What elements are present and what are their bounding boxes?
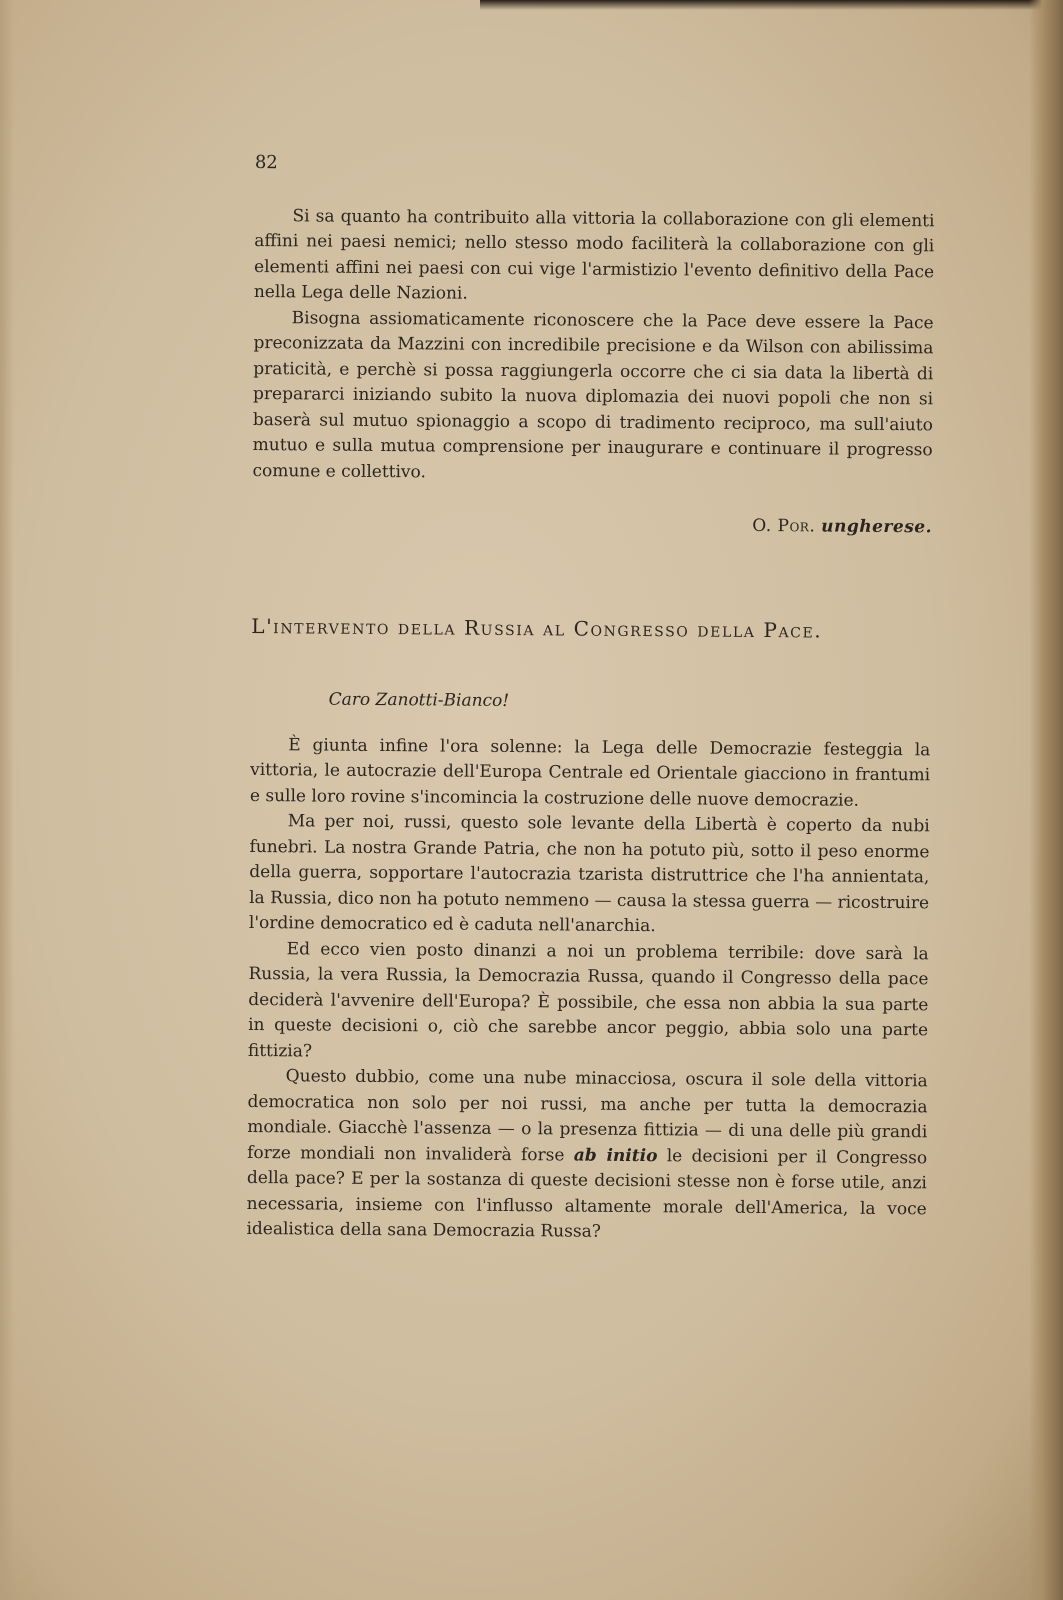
paragraph-4 bbox=[246, 1064, 927, 1248]
paragraph-prev-1: Si sa quanto ha contribuito alla vittoria la collaborazione con gli elementi affini nei paesi nemici; nello stesso modo faciliterà la collaborazione con gli elementi affini nei paesi con cui vige l'armistizio l'evento definitivo della Pace nella Lega delle Nazioni. bbox=[253, 205, 935, 304]
paragraph-3: Ed ecco vien posto dinanzi a noi un problema terribile: dove sarà la Russia, la vera Russia, la Democrazia Russa, quando il Congresso della pace deciderà l'avvenire dell'Europa? È possibile, che essa non abbia la sua parte in queste decisioni o, ciò che sarebbe ancor peggio, abbia solo una parte fittizia? bbox=[247, 938, 929, 1061]
letter-salutation: Caro Zanotti-Bianco! bbox=[328, 689, 510, 712]
paragraph-4-text-a: Questo dubbio, come una nube minacciosa, oscura il sole della vittoria democratica non solo per noi russi, ma anche per tutta la democrazia mondiale. Giacchè l'assenza — o la presenza fittizia — di una delle più grandi forze mondiali non invaliderà forse bbox=[247, 1066, 928, 1166]
top-edge-shadow bbox=[480, 0, 1063, 10]
page-edge-shadow bbox=[1029, 0, 1063, 1600]
page-text-block bbox=[246, 150, 935, 1248]
signature-nationality: ungherese. bbox=[821, 516, 933, 538]
paragraph-4-italic: ab initio bbox=[573, 1145, 658, 1166]
page-number: 82 bbox=[254, 151, 278, 174]
paragraph-2: Ma per noi, russi, questo sole levante della Libertà è coperto da nubi funebri. La nostra Grande Patria, che non ha potuto più, sotto il peso enorme della guerra, sopportare l'autocrazia tzarista distruttrice che l'ha annientata, la Russia, dico non ha potuto nemmeno — causa la stessa guerra — ricostruire l'ordine democratico ed è caduta nell'anarchia. bbox=[248, 811, 930, 937]
paragraph-1: È giunta infine l'ora solenne: la Lega delle Democrazie festeggia la vittoria, le autocrazie dell'Europa Centrale ed Orientale giacciono in frantumi e sulle loro rovine s'incomincia la costruzione delle nuove democrazie. bbox=[249, 734, 931, 811]
article-title: L'intervento della Russia al Congresso della Pace. bbox=[251, 613, 823, 642]
paragraph-prev-2: Bisogna assiomaticamente riconoscere che la Pace deve essere la Pace preconizzata da Mazzini con incredibile precisione e da Wilson con abilissima praticità, e perchè si possa raggiungerla occorre che ci sia data la libertà di prepararci iniziando subito la nuova diplomazia dei nuovi popoli che non si baserà sul mutuo spionaggio a scopo di tradimento reciproco, ma sull'aiuto mutuo e sulla mutua comprensione per inaugurare e continuare il progresso comune e collettivo. bbox=[252, 307, 934, 482]
binding-shadow bbox=[0, 0, 14, 1600]
author-signature bbox=[252, 510, 932, 541]
signature-name: O. Por. bbox=[752, 515, 816, 537]
paragraph-4-text-b: le decisioni per il Congresso della pace? E per la sostanza di queste decisioni stesse non è forse utile, anzi necessaria, insieme con l'influsso altamente morale dell'America, la voce idealistica della sana Democrazia Russa? bbox=[246, 1145, 928, 1242]
